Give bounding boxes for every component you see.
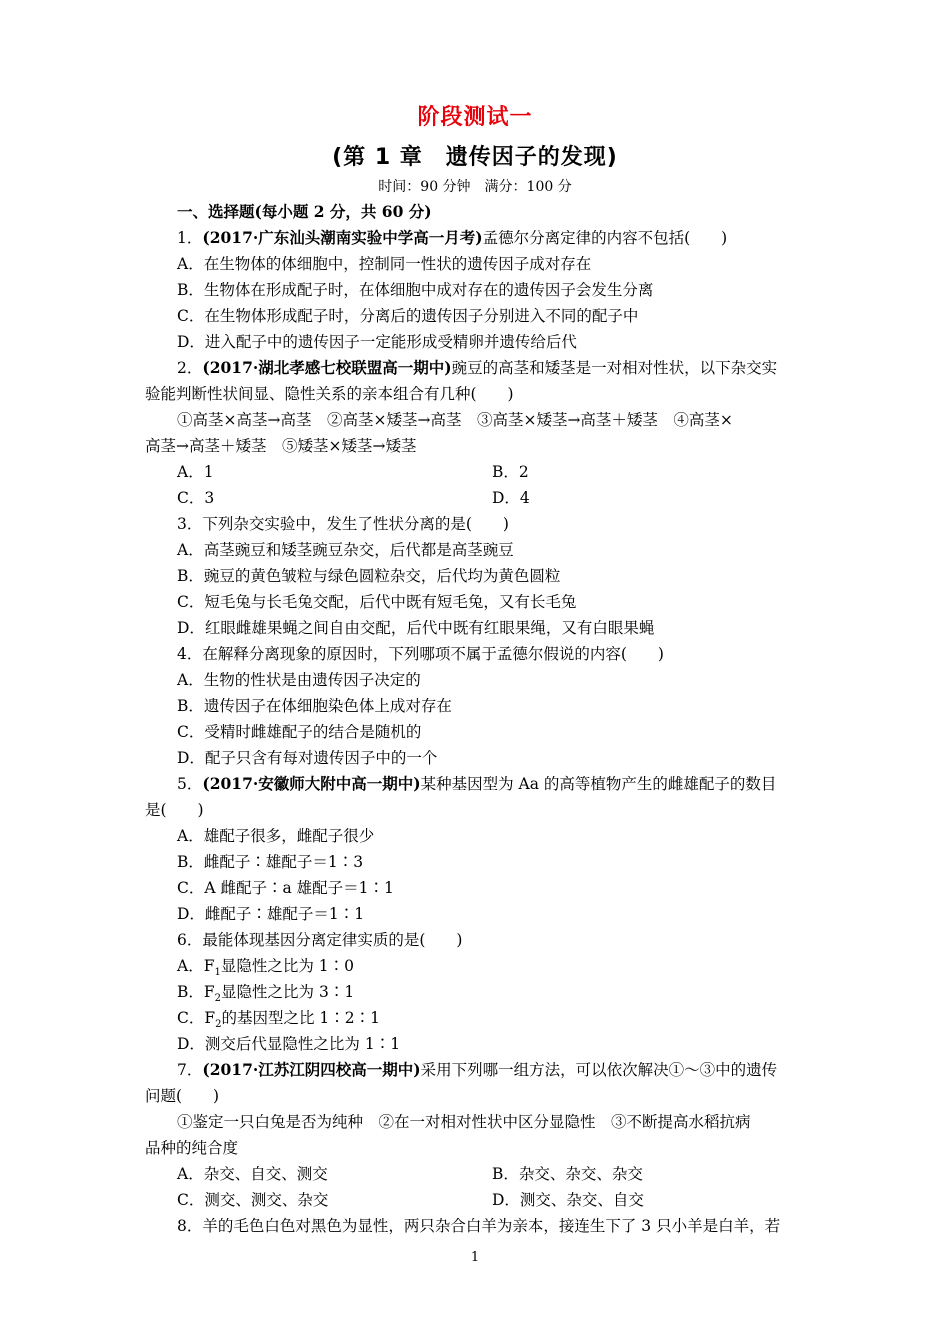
question-source: (2017·安徽师大附中高一期中): [202, 774, 421, 793]
question-7-stem-cont: 问题( ): [145, 1087, 220, 1105]
question-2-items: ①高茎×高茎→高茎 ②高茎×矮茎→高茎 ③高茎×矮茎→高茎＋矮茎 ④高茎×: [177, 411, 733, 429]
question-6-option-a: A．$F_1$显隐性之比为 1∶0: [177, 957, 354, 979]
question-3-stem: 3．下列杂交实验中，发生了性状分离的是( ): [177, 515, 509, 533]
question-3-option-b: B．豌豆的黄色皱粒与绿色圆粒杂交，后代均为黄色圆粒: [177, 567, 561, 585]
question-2-option-a: A．1: [177, 463, 214, 481]
page-subtitle: (第 1 章 遗传因子的发现): [332, 145, 618, 170]
question-2-items-cont: 高茎→高茎＋矮茎 ⑤矮茎×矮茎→矮茎: [145, 437, 417, 455]
question-5-stem-cont: 是( ): [145, 801, 204, 819]
question-7-items-cont: 品种的纯合度: [145, 1139, 239, 1157]
question-7-stem: 7．(2017·江苏江阴四校高一期中)采用下列哪一组方法，可以依次解决①～③中的遗传: [177, 1060, 778, 1079]
page-number: 1: [470, 1250, 480, 1265]
question-6-option-b: B．$F_2$显隐性之比为 3∶1: [177, 983, 355, 1005]
question-6-stem: 6．最能体现基因分离定律实质的是( ): [177, 931, 463, 949]
question-5-option-a: A．雄配子很多，雌配子很少: [177, 827, 375, 845]
question-5-option-d: D．雌配子∶雄配子＝1∶1: [177, 905, 365, 923]
question-5-stem: 5．(2017·安徽师大附中高一期中)某种基因型为 Aa 的高等植物产生的雌雄配子的数目: [177, 774, 777, 793]
question-7-option-a: A．杂交、自交、测交: [177, 1165, 328, 1183]
question-1-option-c: C．在生物体形成配子时，分离后的遗传因子分别进入不同的配子中: [177, 307, 639, 325]
question-5-option-c: C．A 雌配子∶a 雄配子＝1∶1: [177, 879, 394, 897]
question-4-option-a: A．生物的性状是由遗传因子决定的: [177, 671, 421, 689]
question-7-options-row1: [145, 1161, 807, 1187]
page-title: 阶段测试一: [417, 105, 533, 130]
question-source: (2017·江苏江阴四校高一期中): [202, 1060, 421, 1079]
question-2-stem-cont: 验能判断性状间显、隐性关系的亲本组合有几种( ): [145, 385, 514, 403]
question-5-option-b: B．雌配子∶雄配子＝1∶3: [177, 853, 364, 871]
question-3-option-d: D．红眼雌雄果蝇之间自由交配，后代中既有红眼果绳，又有白眼果蝇: [177, 619, 655, 637]
question-2-options-row1: [145, 459, 807, 485]
question-2-option-c: C．3: [177, 489, 215, 507]
exam-meta: 时间：90 分钟 满分：100 分: [378, 179, 572, 195]
question-4-stem: 4．在解释分离现象的原因时，下列哪项不属于孟德尔假说的内容( ): [177, 645, 664, 663]
question-2-option-b: B．2: [492, 463, 529, 481]
question-content: [145, 199, 807, 1239]
section-heading: 一、选择题(每小题 2 分，共 60 分): [177, 202, 432, 221]
question-2-option-d: D．4: [492, 489, 530, 507]
question-7-items: ①鉴定一只白兔是否为纯种 ②在一对相对性状中区分显隐性 ③不断提高水稻抗病: [177, 1113, 751, 1131]
question-3-option-c: C．短毛兔与长毛兔交配，后代中既有短毛兔，又有长毛兔: [177, 593, 577, 611]
question-source: (2017·广东汕头潮南实验中学高一月考): [202, 228, 483, 247]
question-7-options-row2: [145, 1187, 807, 1213]
question-2-stem: 2．(2017·湖北孝感七校联盟高一期中)豌豆的高茎和矮茎是一对相对性状，以下杂交实: [177, 358, 778, 377]
question-1-option-a: A．在生物体的体细胞中，控制同一性状的遗传因子成对存在: [177, 255, 592, 273]
question-1-stem: 1．(2017·广东汕头潮南实验中学高一月考)孟德尔分离定律的内容不包括( ): [177, 228, 728, 247]
question-7-option-b: B．杂交、杂交、杂交: [492, 1165, 643, 1183]
question-8-stem: 8．羊的毛色白色对黑色为显性，两只杂合白羊为亲本，接连生下了 3 只小羊是白羊，若: [177, 1217, 781, 1235]
question-source: (2017·湖北孝感七校联盟高一期中): [202, 358, 452, 377]
question-7-option-d: D．测交、杂交、自交: [492, 1191, 644, 1209]
question-4-option-b: B．遗传因子在体细胞染色体上成对存在: [177, 697, 452, 715]
question-1-option-d: D．进入配子中的遗传因子一定能形成受精卵并遗传给后代: [177, 333, 577, 351]
question-4-option-d: D．配子只含有每对遗传因子中的一个: [177, 749, 438, 767]
question-6-option-c: C．$F_2$的基因型之比 1∶2∶1: [177, 1009, 381, 1031]
question-6-option-d: D．测交后代显隐性之比为 1∶1: [177, 1035, 401, 1053]
question-1-option-b: B．生物体在形成配子时，在体细胞中成对存在的遗传因子会发生分离: [177, 281, 654, 299]
question-4-option-c: C．受精时雌雄配子的结合是随机的: [177, 723, 422, 741]
question-2-options-row2: [145, 485, 807, 511]
question-3-option-a: A．高茎豌豆和矮茎豌豆杂交，后代都是高茎豌豆: [177, 541, 514, 559]
question-7-option-c: C．测交、测交、杂交: [177, 1191, 329, 1209]
